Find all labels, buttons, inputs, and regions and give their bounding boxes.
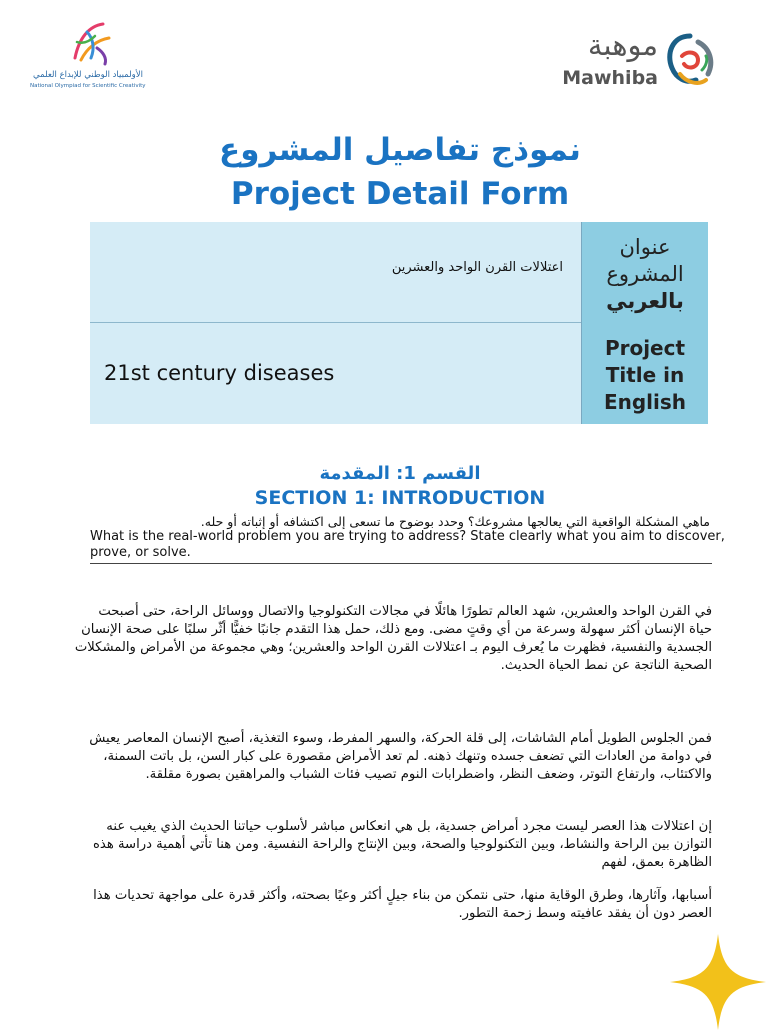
sparkle-icon bbox=[668, 932, 768, 1032]
mawhiba-logo bbox=[562, 26, 718, 96]
arabic-title-label bbox=[582, 234, 708, 315]
answer-paragraph-1[interactable]: في القرن الواحد والعشرين، شهد العالم تطورًا هائلًا في مجالات التكنولوجيا والاتصال ووسائل الراحة، حتى أصبحت حياة الإنسان أكثر سهولة وسرعة من أي وقتٍ مضى. ومع ذلك، حمل هذا التقدم جانبًا خفيًّا أثّر سلبًا على صحة الإنسان الجسدية والنفسية، فظهرت ما يُعرف اليوم بـ اعتلالات القرن الواحد والعشرين؛ وهي مجموعة من الأمراض والمشكلات الصحية الناتجة عن نمط الحياة الحديث. bbox=[74, 604, 712, 673]
section1-question-english: What is the real-world problem you are trying to address? State clearly what you aim to discover, prove, or solve. bbox=[90, 529, 725, 560]
english-title-label-line2: Title in bbox=[605, 363, 685, 387]
mawhiba-logo-icon bbox=[662, 30, 718, 92]
english-title-label-line1: Project bbox=[604, 336, 686, 360]
section1-heading-english: SECTION 1: INTRODUCTION bbox=[254, 487, 546, 509]
olympiad-logo bbox=[25, 18, 160, 98]
answer-paragraph-2[interactable]: فمن الجلوس الطويل أمام الشاشات، إلى قلة الحركة، والسهر المفرط، وسوء التغذية، أصبح الإنسان المعاصر يعيش في دوامة من العادات التي تضعف جسده وتنهك ذهنه. لم تعد الأمراض مقصورة على كبار السن، بل باتت السمنة، والاكتئاب، وارتفاع التوتر، وضعف النظر، واضطرابات النوم تصيب فئات الشباب والمراهقين بصورة مقلقة. bbox=[89, 731, 712, 782]
form-title-english: Project Detail Form bbox=[230, 176, 570, 212]
arabic-title-value-cell[interactable] bbox=[90, 222, 581, 323]
mawhiba-logo-text-ar: موهبة bbox=[587, 28, 658, 62]
olympiad-logo-text-en: National Olympiad for Scientific Creativity bbox=[30, 83, 146, 89]
form-title-arabic: نموذج تفاصيل المشروع bbox=[219, 132, 581, 168]
mawhiba-logo-text-en: Mawhiba bbox=[562, 67, 658, 89]
answer-paragraph-4[interactable]: أسبابها، وآثارها، وطرق الوقاية منها، حتى نتمكن من بناء جيلٍ أكثر وعيًا بصحته، وأكثر قدرة على مواجهة تحديات هذا العصر دون أن يفقد عافيته وسط زحمة التطور. bbox=[93, 888, 712, 921]
arabic-title-label-cell bbox=[581, 222, 708, 323]
arabic-title-value: اعتلالات القرن الواحد والعشرين bbox=[391, 260, 563, 275]
arabic-title-label-line1: عنوان bbox=[619, 235, 671, 259]
section1-question-arabic: ماهي المشكلة الواقعية التي يعالجها مشروعك؟ وحدد بوضوح ما تسعى إلى اكتشافه أو إثباته أو حله. bbox=[200, 514, 710, 529]
arabic-title-row bbox=[90, 222, 708, 323]
olympiad-logo-text-ar: الأولمبياد الوطني للإبداع العلمي bbox=[33, 70, 143, 80]
arabic-title-label-line2: المشروع bbox=[606, 262, 684, 286]
english-title-row bbox=[90, 323, 708, 424]
section1-heading-arabic: القسم 1: المقدمة bbox=[319, 463, 481, 484]
english-title-value: 21st century diseases bbox=[104, 361, 335, 385]
english-title-value-cell[interactable] bbox=[90, 323, 581, 424]
english-title-label bbox=[582, 335, 708, 416]
project-title-table bbox=[90, 222, 708, 424]
arabic-title-label-line3: بالعربي bbox=[606, 289, 684, 313]
answer-paragraph-3[interactable]: إن اعتلالات هذا العصر ليست مجرد أمراض جسدية، بل هي انعكاس مباشر لأسلوب حياتنا الحديث الذي يغيب عنه التوازن بين الراحة والنشاط، وبين التكنولوجيا والصحة، وبين الإنتاج والراحة النفسية. ومن هنا تأتي أهمية دراسة هذه الظاهرة بعمق، لفهم bbox=[92, 819, 712, 870]
section-divider bbox=[90, 563, 712, 564]
english-title-label-cell bbox=[581, 323, 708, 424]
olympiad-logo-icon bbox=[67, 18, 117, 68]
english-title-label-line3: English bbox=[603, 390, 687, 414]
